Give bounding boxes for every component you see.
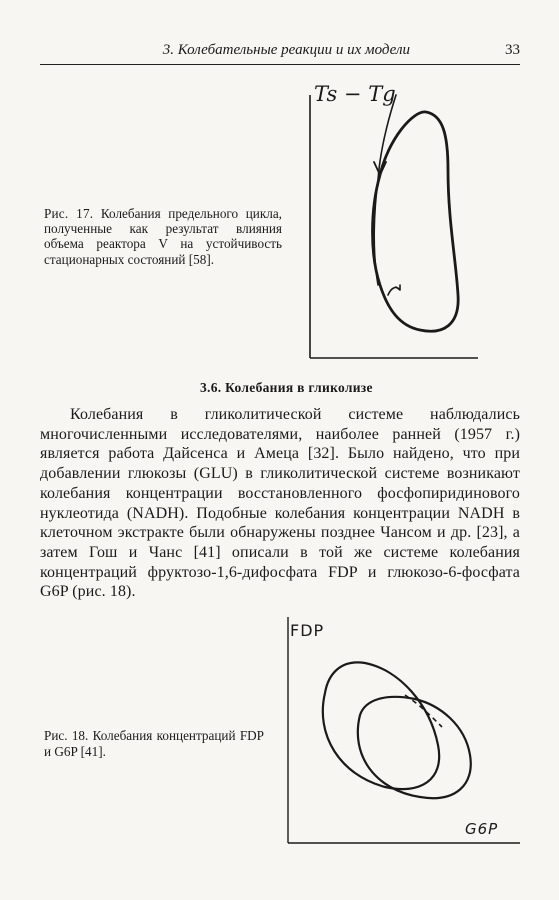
header-rule <box>40 64 520 65</box>
figure-17-inner-arrow-icon <box>388 285 400 295</box>
figure-17-caption-text: Колебания предельного цикла, полученные как результат влияния объема реактора V на устойчивость стационарных состояний [58]. <box>44 206 282 267</box>
section-heading: 3.6. Колебания в гликолизе <box>200 380 373 395</box>
figure-17-trajectory <box>374 95 396 285</box>
figure-18-caption-text: Колебания концентраций FDP и G6P [41]. <box>44 728 265 759</box>
figure-17-caption <box>44 206 282 267</box>
body-paragraph: Колебания в гликолитической системе наблюдались многочисленными исследователями, наиболее ранней (1957 г.) является работа Дайсенса и Амеца [32]. Было найдено, что при добавлении глюкозы (GLU) в гликолитической системе возникают колебания концентрации восстановленного фосфопиридинового нуклеотида (NADH). Подобные колебания концентрации NADH в клеточном экстракте были обнаружены позднее Чансом и др. [23], а затем Гош и Чанс [41] описали в той же системе колебания концентраций фруктозо-1,6-дифосфата FDP и глюкозо-6-фосфата G6P (рис. 18). <box>40 406 520 601</box>
running-header <box>40 38 520 68</box>
figure-17 <box>290 80 480 370</box>
figure-18-dashed-segment <box>405 695 442 727</box>
figure-18-caption-label: Рис. 18. <box>44 728 89 743</box>
figure-18-x-axis-label: G6P <box>465 820 499 838</box>
figure-18-plot <box>270 615 520 845</box>
running-header-title: 3. Колебательные реакции и их модели <box>162 42 410 58</box>
figure-18-y-axis-label: FDP <box>290 621 325 640</box>
figure-18-outer-loop <box>323 662 439 789</box>
figure-17-y-axis-label: Ts − Tg <box>314 82 396 106</box>
page-number: 33 <box>505 42 520 58</box>
figure-17-caption-label: Рис. 17. <box>44 206 94 221</box>
figure-17-plot <box>308 90 478 360</box>
figure-18 <box>270 615 520 845</box>
figure-17-limit-cycle <box>373 112 459 331</box>
figure-18-caption <box>44 728 264 760</box>
